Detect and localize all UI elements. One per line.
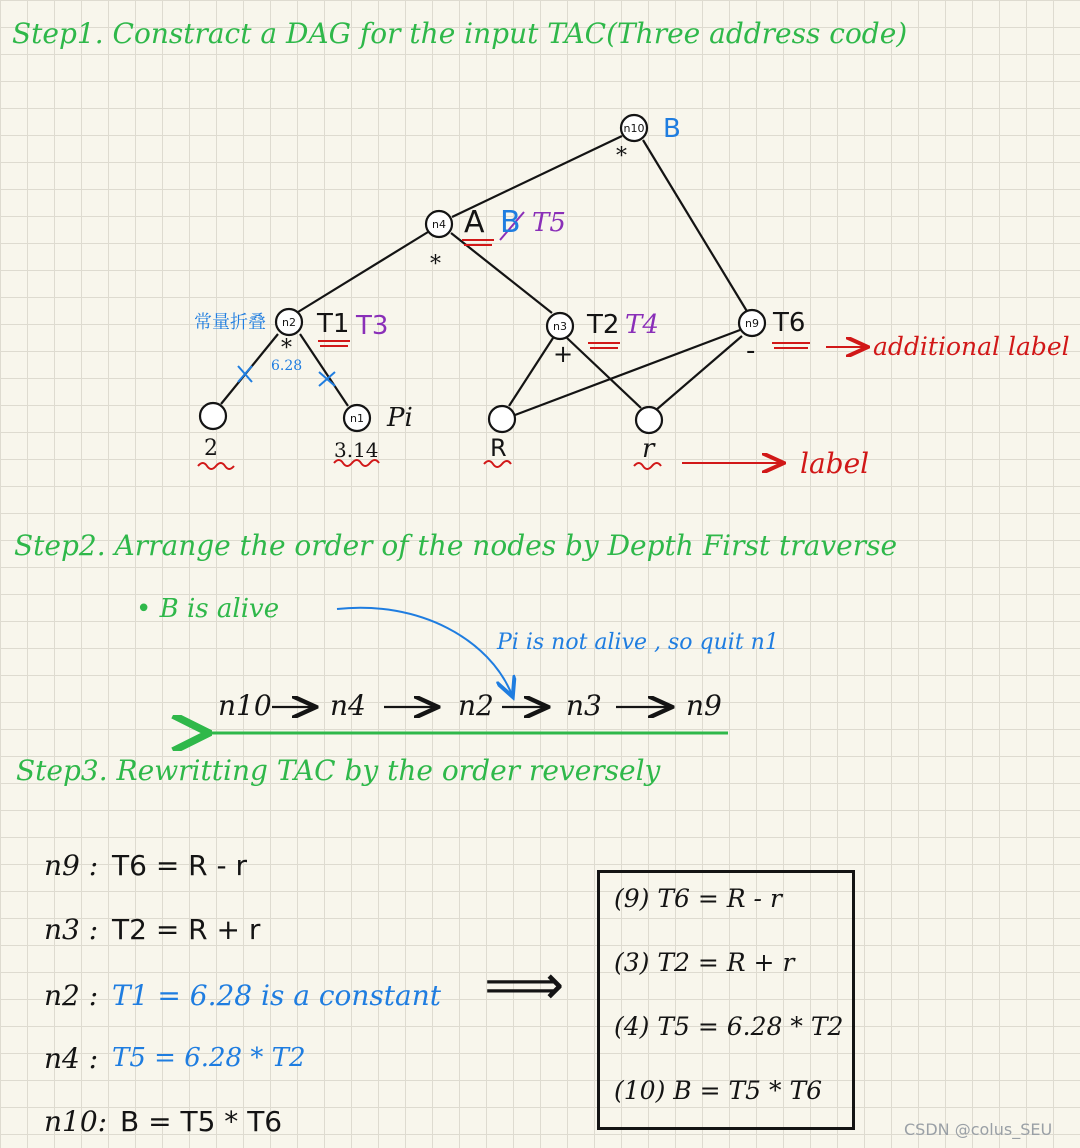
- node-n10: [621, 115, 647, 141]
- n3-label-T2: T2: [587, 310, 620, 340]
- step1-heading: Step1. Constract a DAG for the input TAC(Three address code): [12, 17, 908, 50]
- n9-label-T6: T6: [773, 308, 806, 338]
- node-leaf-2: [200, 403, 226, 429]
- order-n3: n3: [566, 689, 602, 722]
- additional-label-text: additional label: [873, 332, 1070, 361]
- svg-text:n2: n2: [282, 316, 296, 329]
- n1-label-Pi: Pi: [387, 403, 413, 433]
- node-n3: [547, 313, 573, 339]
- n4-label-A: A: [464, 205, 485, 240]
- n9-operator: -: [746, 336, 756, 366]
- code-node-n4: n4 :: [44, 1042, 99, 1075]
- code-line-n9: T6 = R - r: [112, 849, 248, 882]
- n2-label-T3: T3: [356, 311, 389, 341]
- b-alive-bullet: • B is alive: [136, 594, 280, 624]
- result-line-3: (3) T2 = R + r: [614, 948, 795, 977]
- order-n2: n2: [458, 689, 494, 722]
- node-n1: [344, 405, 370, 431]
- result-line-4: (4) T5 = 6.28 * T2: [614, 1012, 844, 1041]
- step2-heading: Step2. Arrange the order of the nodes by Depth First traverse: [14, 529, 898, 562]
- implies-arrow-icon: ⟹: [484, 953, 565, 1018]
- n2-operator: *: [281, 336, 292, 361]
- code-node-n2: n2 :: [44, 979, 99, 1012]
- watermark: CSDN @colus_SEU: [904, 1120, 1053, 1139]
- n3-label-T4: T4: [625, 310, 659, 340]
- code-node-n9: n9 :: [44, 849, 99, 882]
- n10-label-B: B: [663, 114, 681, 144]
- leaf-label-3.14: 3.14: [334, 438, 379, 462]
- code-line-n2: T1 = 6.28 is a constant: [112, 979, 441, 1012]
- n2-label-T1: T1: [317, 309, 350, 339]
- leaf-label-R: R: [490, 434, 507, 462]
- order-n4: n4: [330, 689, 366, 722]
- order-n10: n10: [218, 689, 272, 722]
- n4-label-T5: T5: [532, 208, 566, 238]
- code-line-n10: B = T5 * T6: [120, 1105, 283, 1138]
- node-n10-label: n10: [623, 122, 645, 135]
- result-line-10: (10) B = T5 * T6: [614, 1076, 823, 1105]
- n2-folded-value: 6.28: [271, 358, 303, 374]
- node-leaf-R: [489, 406, 515, 432]
- n4-operator: *: [430, 252, 441, 277]
- code-line-n3: T2 = R + r: [112, 913, 261, 946]
- node-leaf-r: [636, 407, 662, 433]
- label-text: label: [800, 447, 870, 480]
- svg-text:n1: n1: [350, 412, 364, 425]
- constant-folding-note: 常量折叠: [194, 312, 266, 333]
- label-squiggles: [198, 460, 661, 469]
- pi-not-alive-note: Pi is not alive , so quit n1: [497, 630, 779, 655]
- svg-text:n4: n4: [432, 218, 446, 231]
- order-n9: n9: [686, 689, 722, 722]
- svg-text:n3: n3: [553, 320, 567, 333]
- alive-pointer-arrow: [337, 608, 512, 695]
- n10-operator: *: [616, 144, 627, 169]
- code-node-n10: n10:: [44, 1105, 108, 1138]
- code-node-n3: n3 :: [44, 913, 99, 946]
- svg-text:n9: n9: [745, 317, 759, 330]
- node-n9: [739, 310, 765, 336]
- code-line-n4: T5 = 6.28 * T2: [112, 1043, 306, 1073]
- result-line-9: (9) T6 = R - r: [614, 884, 782, 913]
- n4-label-B: B: [500, 205, 521, 240]
- n3-operator: +: [553, 340, 574, 368]
- node-n4: [426, 211, 452, 237]
- node-n2: [276, 309, 302, 335]
- leaf-label-2: 2: [204, 436, 218, 461]
- leaf-label-r: r: [642, 434, 655, 464]
- step3-heading: Step3. Rewritting TAC by the order reversely: [16, 754, 661, 787]
